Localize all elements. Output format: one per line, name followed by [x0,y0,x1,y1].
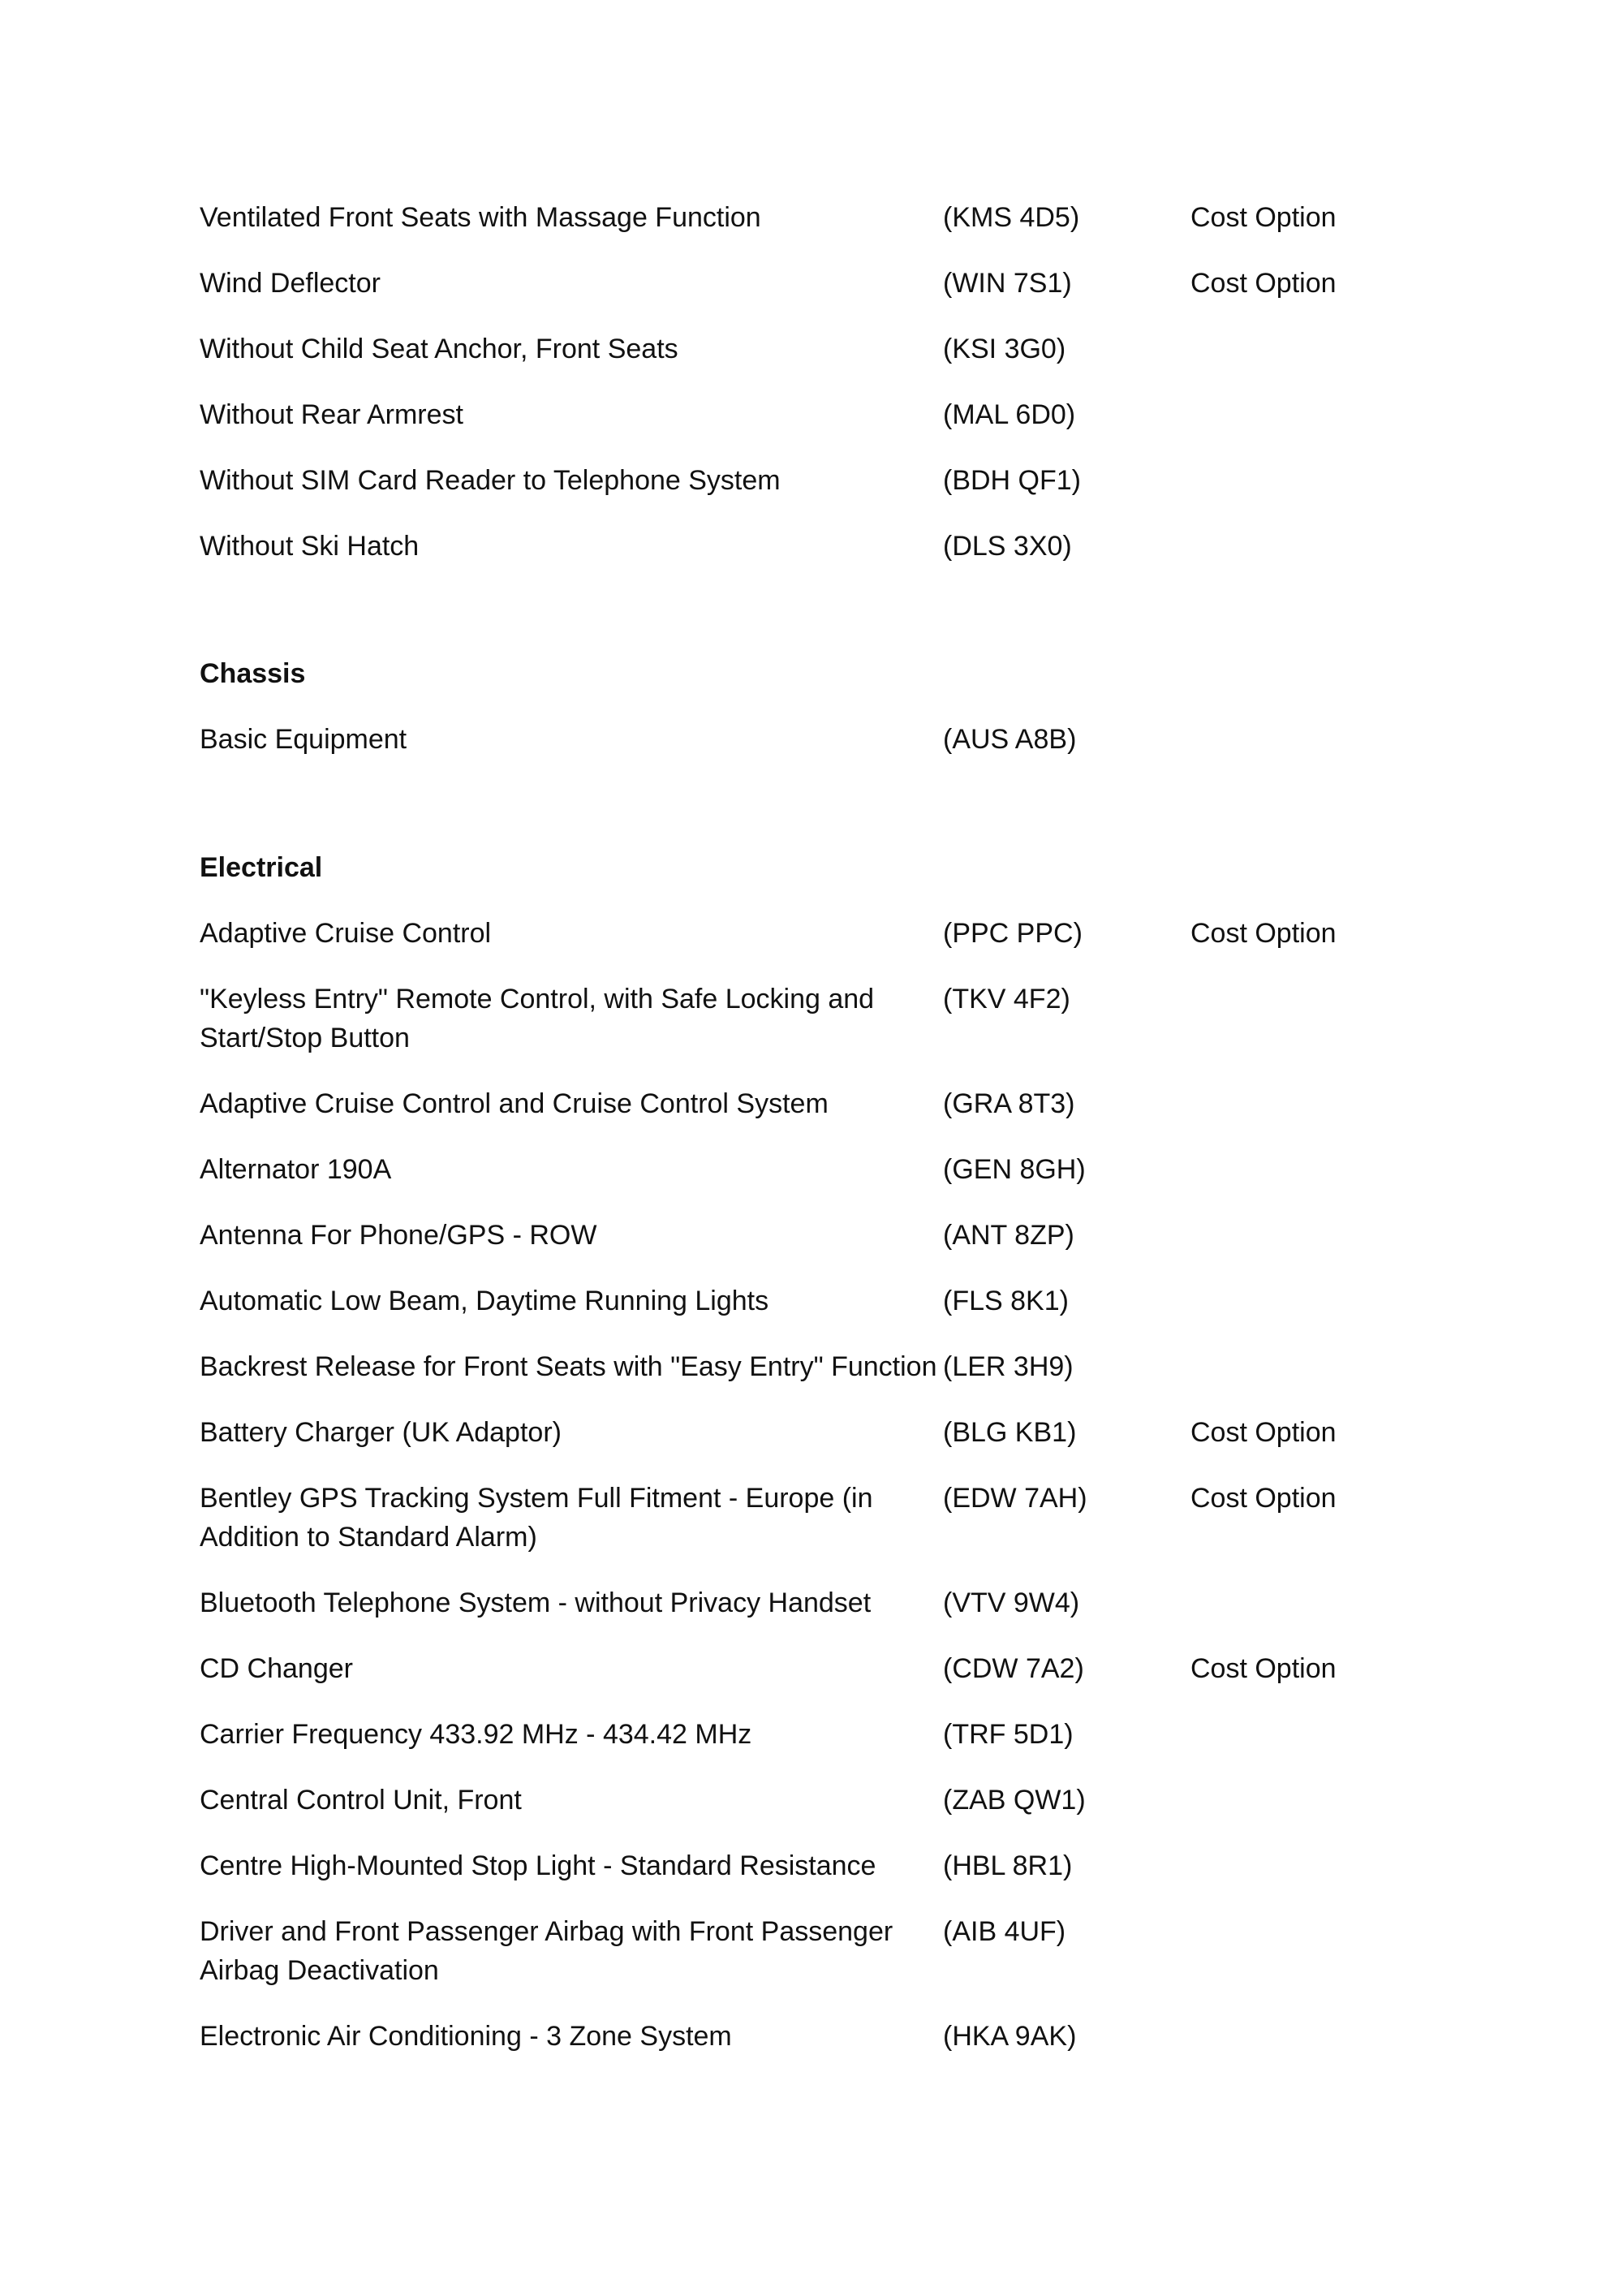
section-heading: Electrical [200,852,323,883]
item-code: (AIB 4UF) [943,1916,1066,1947]
item-description: Adaptive Cruise Control [200,918,492,949]
item-note: Cost Option [1190,1653,1337,1684]
item-code: (EDW 7AH) [943,1483,1087,1514]
item-code: (MAL 6D0) [943,399,1076,430]
item-code: (TKV 4F2) [943,984,1070,1014]
item-code: (HKA 9AK) [943,2021,1077,2052]
item-description: "Keyless Entry" Remote Control, with Safe Locking and Start/Stop Button [200,984,875,1053]
item-description: Without Ski Hatch [200,531,420,562]
item-description: Alternator 190A [200,1154,392,1185]
item-code: (LER 3H9) [943,1351,1074,1382]
item-code: (KMS 4D5) [943,202,1080,233]
item-description: Battery Charger (UK Adaptor) [200,1417,562,1448]
item-note: Cost Option [1190,918,1337,949]
item-code: (GRA 8T3) [943,1088,1075,1119]
item-note: Cost Option [1190,1417,1337,1448]
item-description: Bluetooth Telephone System - without Privacy Handset [200,1587,872,1618]
item-description: Adaptive Cruise Control and Cruise Control System [200,1088,829,1119]
item-description: Backrest Release for Front Seats with "Easy Entry" Function [200,1351,937,1382]
item-code: (PPC PPC) [943,918,1083,949]
item-code: (AUS A8B) [943,724,1077,755]
item-code: (ZAB QW1) [943,1785,1086,1816]
item-description: Electronic Air Conditioning - 3 Zone System [200,2021,732,2052]
item-description: CD Changer [200,1653,353,1684]
item-description: Basic Equipment [200,724,407,755]
item-description: Bentley GPS Tracking System Full Fitment - Europe (in Addition to Standard Alarm) [200,1483,873,1553]
item-code: (VTV 9W4) [943,1587,1080,1618]
item-code: (FLS 8K1) [943,1286,1069,1316]
item-code: (DLS 3X0) [943,531,1072,562]
item-code: (KSI 3G0) [943,334,1066,364]
item-description: Without Child Seat Anchor, Front Seats [200,334,678,364]
item-code: (ANT 8ZP) [943,1220,1074,1251]
item-code: (HBL 8R1) [943,1850,1073,1881]
item-description: Without Rear Armrest [200,399,463,430]
item-description: Automatic Low Beam, Daytime Running Lights [200,1286,769,1316]
item-note: Cost Option [1190,1483,1337,1514]
item-code: (BLG KB1) [943,1417,1077,1448]
item-note: Cost Option [1190,268,1337,299]
item-description: Centre High-Mounted Stop Light - Standard Resistance [200,1850,876,1881]
item-description: Driver and Front Passenger Airbag with Front Passenger Airbag Deactivation [200,1916,893,1986]
item-code: (TRF 5D1) [943,1719,1074,1750]
item-description: Without SIM Card Reader to Telephone System [200,465,781,496]
item-description: Ventilated Front Seats with Massage Function [200,202,761,233]
item-description: Central Control Unit, Front [200,1785,522,1816]
item-note: Cost Option [1190,202,1337,233]
item-code: (CDW 7A2) [943,1653,1084,1684]
item-description: Antenna For Phone/GPS - ROW [200,1220,597,1251]
item-description: Wind Deflector [200,268,381,299]
item-description: Carrier Frequency 433.92 MHz - 434.42 MHz [200,1719,752,1750]
item-code: (BDH QF1) [943,465,1081,496]
item-code: (GEN 8GH) [943,1154,1086,1185]
item-code: (WIN 7S1) [943,268,1072,299]
section-heading: Chassis [200,658,306,689]
